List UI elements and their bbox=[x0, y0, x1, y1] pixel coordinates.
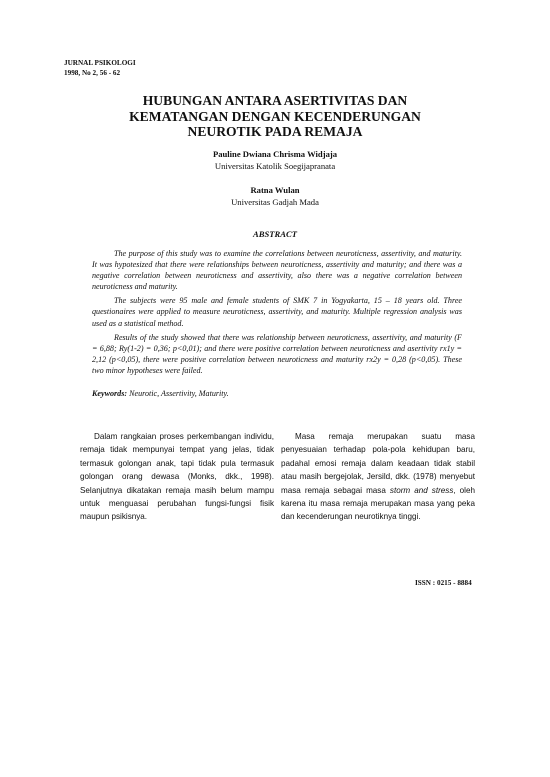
issn-footer: ISSN : 0215 - 8884 bbox=[415, 579, 472, 587]
journal-header bbox=[64, 59, 136, 78]
body-column-right bbox=[281, 430, 475, 524]
body-text: Masa remaja merupakan suatu masa penyesuaian terhadap pola-pola kehidupan baru, padahal emosi remaja dalam keadaan tidak stabil atau masih bergejolak, Jersild, dkk. (1978) menyebut masa remaja sebagai masa bbox=[281, 432, 475, 495]
author-block-2 bbox=[70, 184, 480, 208]
body-text: , oleh karena itu masa remaja merupakan masa yang peka dan kecenderungan neurotiknya tinggi. bbox=[281, 485, 475, 522]
author-name: Pauline Dwiana Chrisma Widjaja bbox=[212, 149, 338, 159]
body-paragraph bbox=[281, 430, 475, 524]
author-block-1 bbox=[70, 148, 480, 172]
author-name: Ratna Wulan bbox=[250, 185, 300, 195]
abstract-paragraph: The subjects were 95 male and female students of SMK 7 in Yogyakarta, 15 – 18 years old. Three questionaires were applied to measure neuroticness, assertivity, and maturity. Multiple regression analysis was used as a statistical method. bbox=[92, 296, 462, 328]
keywords-label: Keywords: bbox=[92, 389, 128, 398]
article-title bbox=[70, 93, 480, 140]
journal-issue: 1998, No 2, 56 - 62 bbox=[64, 68, 121, 77]
body-column-left bbox=[80, 430, 274, 524]
abstract-paragraph: The purpose of this study was to examine the correlations between neuroticness, assertivity, and maturity. It was hypotesized that there were relationships between neuroticness, assertivity and maturity; and there was a negative correlation between neuroticness and assertivity, also there was a negative correlation between neuroticness and maturity. bbox=[92, 249, 462, 292]
title-line-3: NEUROTIK PADA REMAJA bbox=[187, 124, 363, 139]
title-line-1: HUBUNGAN ANTARA ASERTIVITAS DAN bbox=[142, 93, 408, 108]
keywords-line bbox=[92, 389, 462, 398]
keywords-text: Neurotic, Assertivity, Maturity. bbox=[129, 389, 229, 398]
author-affiliation: Universitas Gadjah Mada bbox=[231, 197, 319, 207]
body-paragraph: Dalam rangkaian proses perkembangan individu, remaja tidak mempunyai tempat yang jelas, tidak termasuk golongan anak, tapi tidak pula termasuk golongan orang dewasa (Monks, dkk., 1998). Selanjutnya dikatakan remaja masih belum mampu untuk menguasai perubahan fungsi-fungsi fisik maupun psikisnya. bbox=[80, 432, 274, 522]
abstract-heading: ABSTRACT bbox=[253, 229, 297, 239]
journal-name: JURNAL PSIKOLOGI bbox=[64, 59, 136, 67]
author-affiliation: Universitas Katolik Soegijapranata bbox=[214, 161, 336, 171]
body-italic-phrase: storm and stress bbox=[389, 485, 454, 495]
title-line-2: KEMATANGAN DENGAN KECENDERUNGAN bbox=[129, 108, 421, 124]
abstract-body bbox=[92, 248, 462, 379]
abstract-paragraph: Results of the study showed that there was relationship between neuroticness, assertivity, and maturity (F = 6,88; Ry(1-2) = 0,36; p<0,01); and there were positive correlation between neuroticness and asertivity rx1y = 2,12 (p<0,05), there were positive correlation between neuroticness and maturity rx2y = 0,28 (p<0,05). These two minor hypotheses were failed. bbox=[92, 332, 462, 375]
